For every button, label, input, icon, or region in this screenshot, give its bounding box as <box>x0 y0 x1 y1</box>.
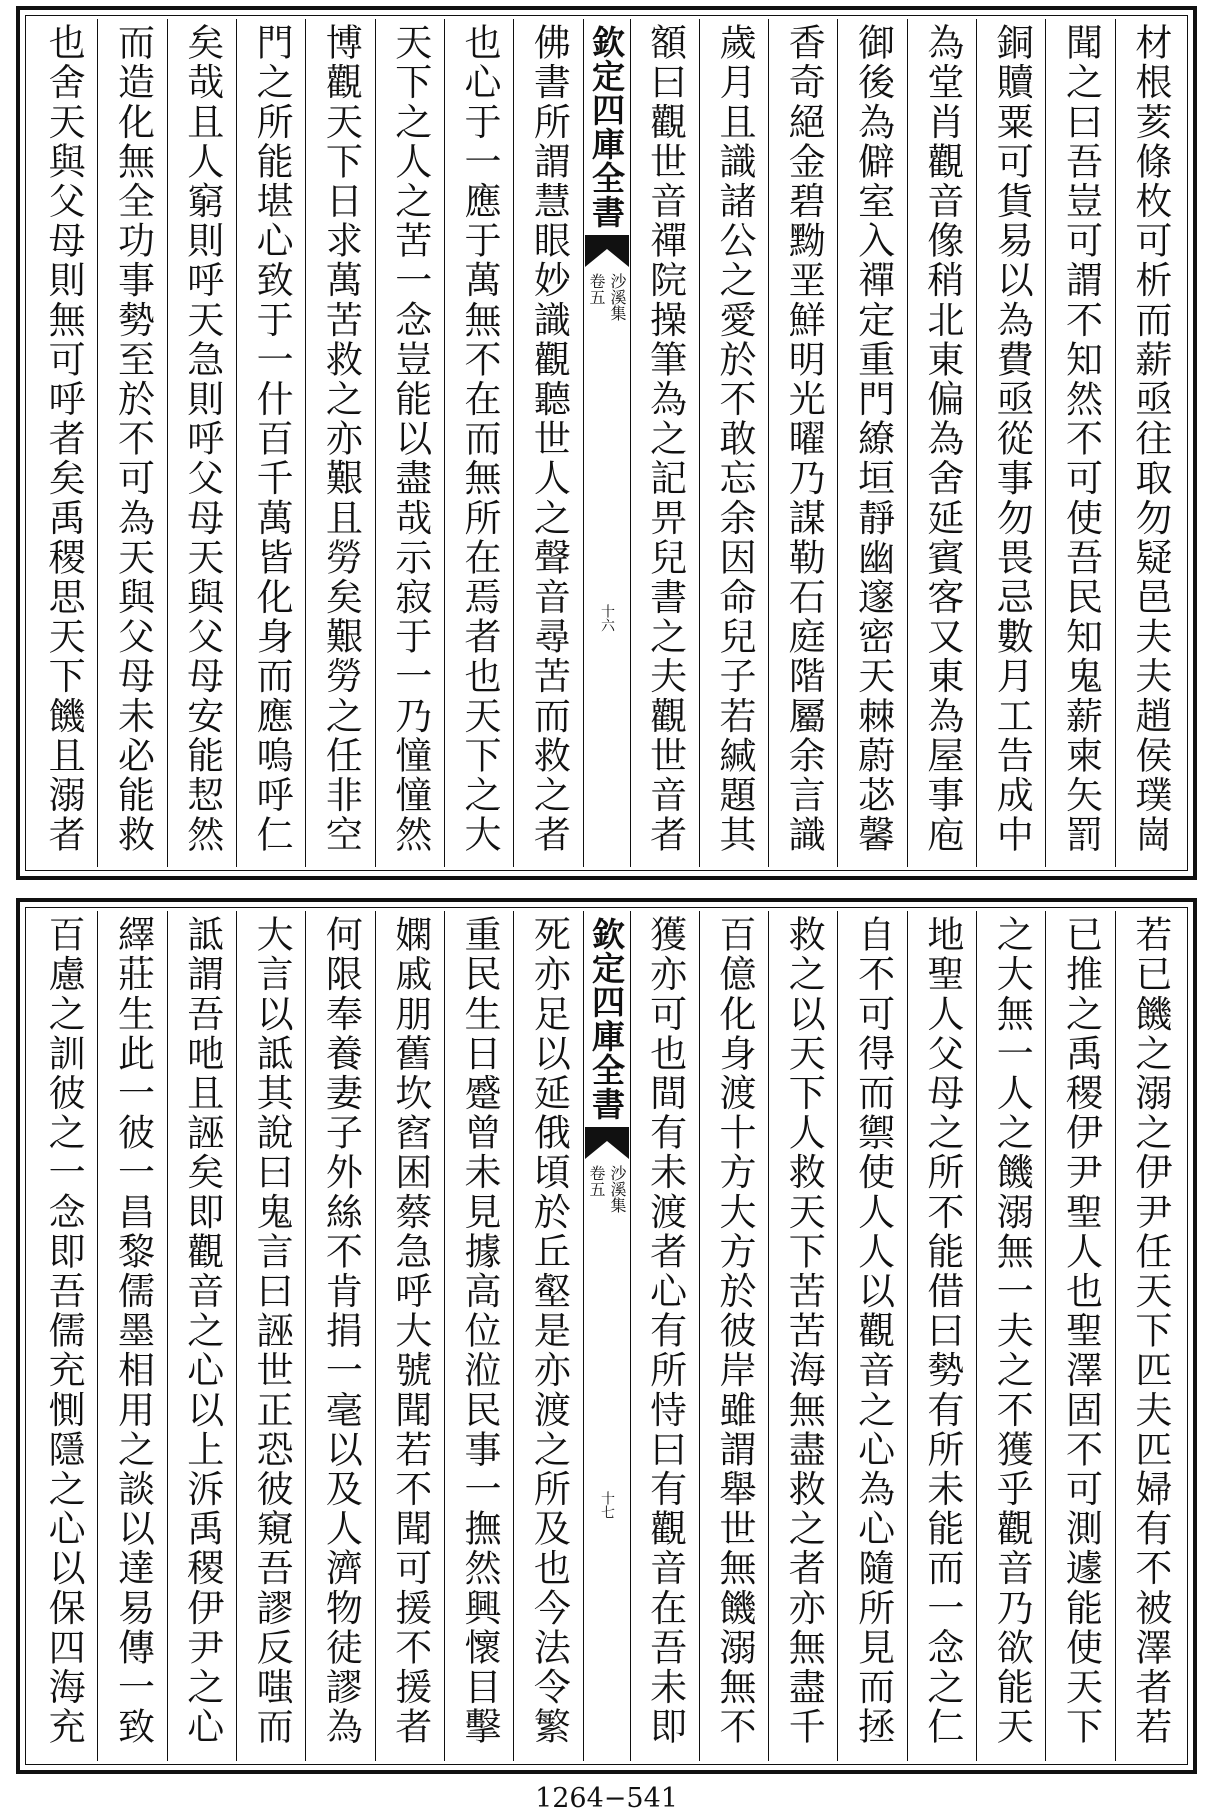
text-column: 也心于一應于萬無不在而無所在焉者也天下之大 <box>444 19 513 867</box>
text-column: 救之以天下人救天下苦苦海無盡救之者亦無盡千 <box>768 911 837 1761</box>
center-fold <box>583 911 630 1761</box>
text-column: 自不可得而禦使人人以觀音之心為心隨所見而拯 <box>837 911 906 1761</box>
text-column: 嫻戚朋舊坎窞困蔡急呼大號聞若不聞可援不援者 <box>375 911 444 1761</box>
text-column: 博觀天下日求萬苦救之亦艱且勞矣艱勞之任非空 <box>305 19 374 867</box>
text-column: 佛書所謂慧眼妙識觀聽世人之聲音尋苦而救之者 <box>513 19 582 867</box>
text-column: 天下之人之苦一念豈能以盡哉示寂于一乃憧憧然 <box>375 19 444 867</box>
text-column: 銅贖粟可貨易以為費亟從事勿畏忌數月工告成中 <box>976 19 1045 867</box>
book-title: 沙溪集 <box>608 1165 627 1213</box>
text-column: 而造化無全功事勢至於不可為天與父母未必能救 <box>97 19 166 867</box>
book-title: 沙溪集 <box>608 273 627 321</box>
text-column: 繹莊生此一彼一昌黎儒墨相用之談以達易傳一致 <box>97 911 166 1761</box>
bottom-page <box>16 898 1197 1774</box>
text-column: 地聖人父母之所不能借曰勢有所未能而一念之仁 <box>907 911 976 1761</box>
center-fold <box>583 19 630 867</box>
page-number: 十七 <box>599 1491 615 1519</box>
text-column: 也舍天與父母則無可呼者矣禹稷思天下饑且溺者 <box>42 23 86 855</box>
text-column: 何限奉養妻子外絲不肯捐一毫以及人濟物徒謬為 <box>305 911 374 1761</box>
text-column: 已推之禹稷伊尹聖人也聖澤固不可測遽能使天下 <box>1045 911 1114 1761</box>
text-column: 獲亦可也間有未渡者心有所恃曰有觀音在吾未即 <box>630 911 699 1761</box>
text-column: 重民生日蹙曾未見據高位涖民事一撫然興懷目擊 <box>444 911 513 1761</box>
header-title: 欽定四庫全書 <box>587 917 626 1121</box>
top-page <box>16 6 1197 880</box>
page-number: 十六 <box>599 604 615 632</box>
text-column: 之大無一人之饑溺無一夫之不獲乎觀音乃欲能天 <box>976 911 1045 1761</box>
text-column: 百億化身渡十方大方於彼岸雖謂舉世無饑溺無不 <box>699 911 768 1761</box>
text-column: 門之所能堪心致于一什百千萬皆化身而應嗚呼仁 <box>236 19 305 867</box>
text-column: 御後為僻室入禪定重門繚垣靜幽邃密天棘蔚苾馨 <box>837 19 906 867</box>
text-column: 死亦足以延俄頃於丘壑是亦渡之所及也今法令繁 <box>513 911 582 1761</box>
text-column: 為堂肖觀音像稍北東偏為舍延賓客又東為屋事庖 <box>907 19 976 867</box>
text-column: 額曰觀世音禪院操筆為之記畀兒書之夫觀世音者 <box>630 19 699 867</box>
text-column: 大言以詆其說曰鬼言曰誣世正恐彼窺吾謬反嗤而 <box>236 911 305 1761</box>
text-column: 百慮之訓彼之一念即吾儒充惻隱之心以保四海充 <box>42 915 86 1747</box>
fishtail-mark-icon <box>585 235 629 267</box>
volume-label: 卷五 <box>587 273 606 305</box>
text-column: 若已饑之溺之伊尹任天下匹夫匹婦有不被澤者若 <box>1115 911 1184 1761</box>
text-column: 材根荄條枚可析而薪亟往取勿疑邑夫夫趙侯璞崗 <box>1115 19 1184 867</box>
text-column: 聞之曰吾豈可謂不知然不可使吾民知鬼薪柬矢罰 <box>1045 19 1114 867</box>
text-column: 矣哉且人窮則呼天急則呼父母天與父母安能恝然 <box>167 19 236 867</box>
text-column: 香奇絕金碧黝垩鮮明光曜乃謀勒石庭階屬余言識 <box>768 19 837 867</box>
text-column: 詆謂吾吔且誣矣即觀音之心以上泝禹稷伊尹之心 <box>167 911 236 1761</box>
text-column: 歲月且識諸公之愛於不敢忘余因命兒子若緘題其 <box>699 19 768 867</box>
header-title: 欽定四庫全書 <box>587 25 626 229</box>
volume-label: 卷五 <box>587 1165 606 1197</box>
page-footer-number: 1264−541 <box>535 1783 678 1814</box>
fishtail-mark-icon <box>585 1127 629 1159</box>
